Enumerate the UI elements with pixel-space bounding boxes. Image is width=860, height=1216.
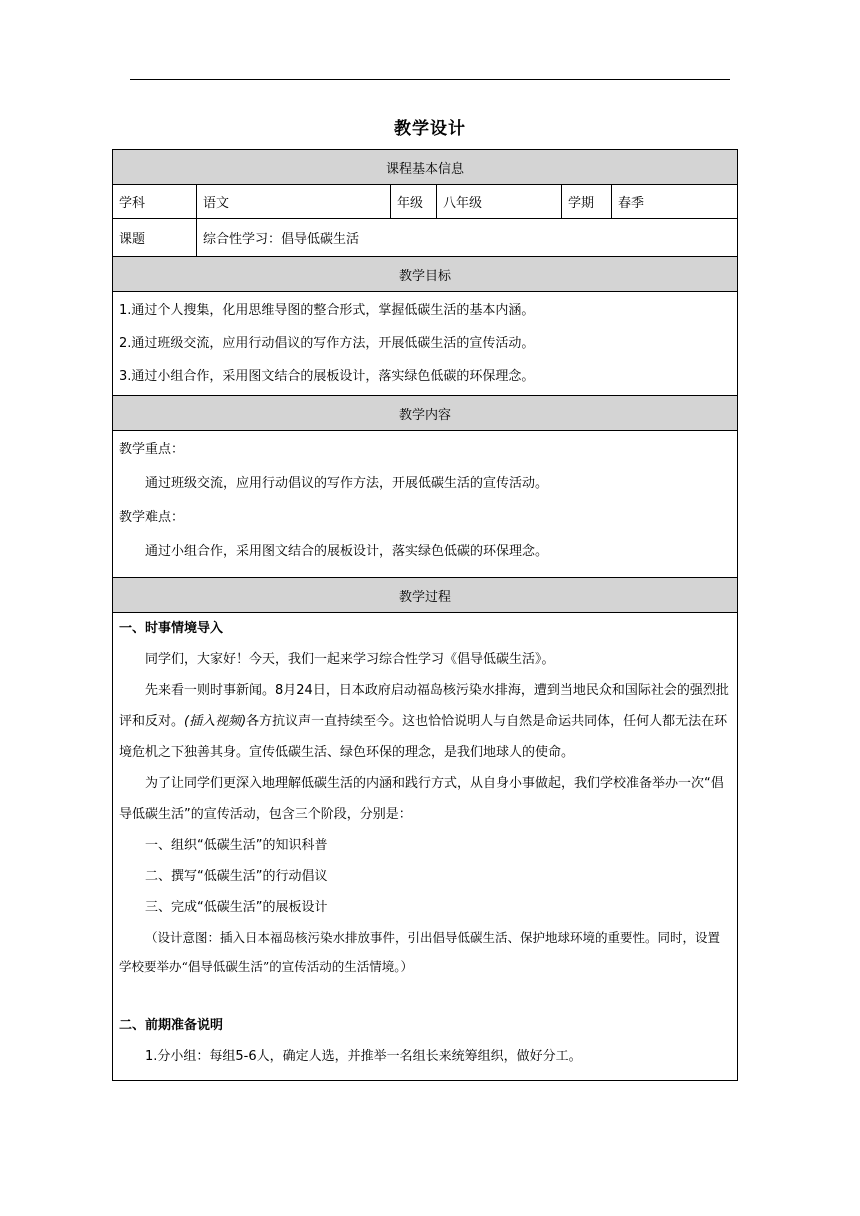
term-label: 学期	[562, 185, 612, 219]
goal-item: 1.通过个人搜集，化用思维导图的整合形式，掌握低碳生活的基本内涵。	[119, 303, 535, 318]
document-title: 教学设计	[394, 119, 466, 139]
greeting-paragraph: 同学们，大家好！今天，我们一起来学习综合性学习《倡导低碳生活》。	[145, 652, 555, 667]
section-goals: 教学目标	[113, 257, 738, 292]
goal-item: 2.通过班级交流，应用行动倡议的写作方法，开展低碳生活的宣传活动。	[119, 336, 535, 351]
lesson-plan-table	[112, 149, 738, 1081]
news-text-a: 先来看一则时事新闻。8月24日，日本政府启动福岛核污染水排海，遭到当地民众和国际社会的强烈批评和反对。	[119, 683, 729, 729]
subject-value: 语文	[197, 185, 391, 219]
goals-cell	[113, 292, 738, 396]
grade-label: 年级	[391, 185, 437, 219]
section-process: 教学过程	[113, 578, 738, 613]
activity-intro: 为了让同学们更深入地理解低碳生活的内涵和践行方式，从自身小事做起，我们学校准备举办一次“倡导低碳生活”的宣传活动，包含三个阶段，分别是：	[119, 776, 724, 822]
stage-item: 三、完成“低碳生活”的展板设计	[145, 900, 328, 915]
goal-item: 3.通过小组合作，采用图文结合的展板设计，落实绿色低碳的环保理念。	[119, 369, 535, 384]
news-text-b: 各方抗议声一直持续至今。这也恰恰说明人与自然是命运共同体，任何人都无法在环境危机之下独善其身。宣传低碳生活、绿色环保的理念，是我们地球人的使命。	[119, 714, 728, 760]
key-point-text: 通过班级交流，应用行动倡议的写作方法，开展低碳生活的宣传活动。	[145, 476, 549, 491]
part1-heading: 一、时事情境导入	[119, 621, 224, 636]
prep-item: 1.分小组：每组5-6人，确定人选，并推举一名组长来统筹组织，做好分工。	[145, 1049, 582, 1064]
subject-label: 学科	[113, 185, 197, 219]
stage-item: 一、组织“低碳生活”的知识科普	[145, 838, 328, 853]
news-paragraph	[119, 675, 731, 768]
process-cell	[113, 613, 738, 1081]
section-content: 教学内容	[113, 396, 738, 431]
grade-value: 八年级	[437, 185, 562, 219]
topic-value: 综合性学习：倡导低碳生活	[197, 219, 738, 257]
content-cell	[113, 431, 738, 578]
spacer	[119, 981, 731, 1010]
difficulty-text: 通过小组合作，采用图文结合的展板设计，落实绿色低碳的环保理念。	[145, 544, 549, 559]
insert-video-note: (插入视频)	[184, 714, 247, 729]
key-point-label: 教学重点：	[119, 442, 185, 457]
design-intent-note: （设计意图：插入日本福岛核污染水排放事件，引出倡导低碳生活、保护地球环境的重要性。同时，设置学校要举办“倡导低碳生活”的宣传活动的生活情境。）	[119, 930, 721, 974]
section-basic-info: 课程基本信息	[113, 150, 738, 185]
difficulty-label: 教学难点：	[119, 510, 185, 525]
topic-label: 课题	[113, 219, 197, 257]
term-value: 春季	[612, 185, 738, 219]
stage-item: 二、撰写“低碳生活”的行动倡议	[145, 869, 328, 884]
header-rule	[130, 79, 730, 80]
part2-heading: 二、前期准备说明	[119, 1018, 224, 1033]
